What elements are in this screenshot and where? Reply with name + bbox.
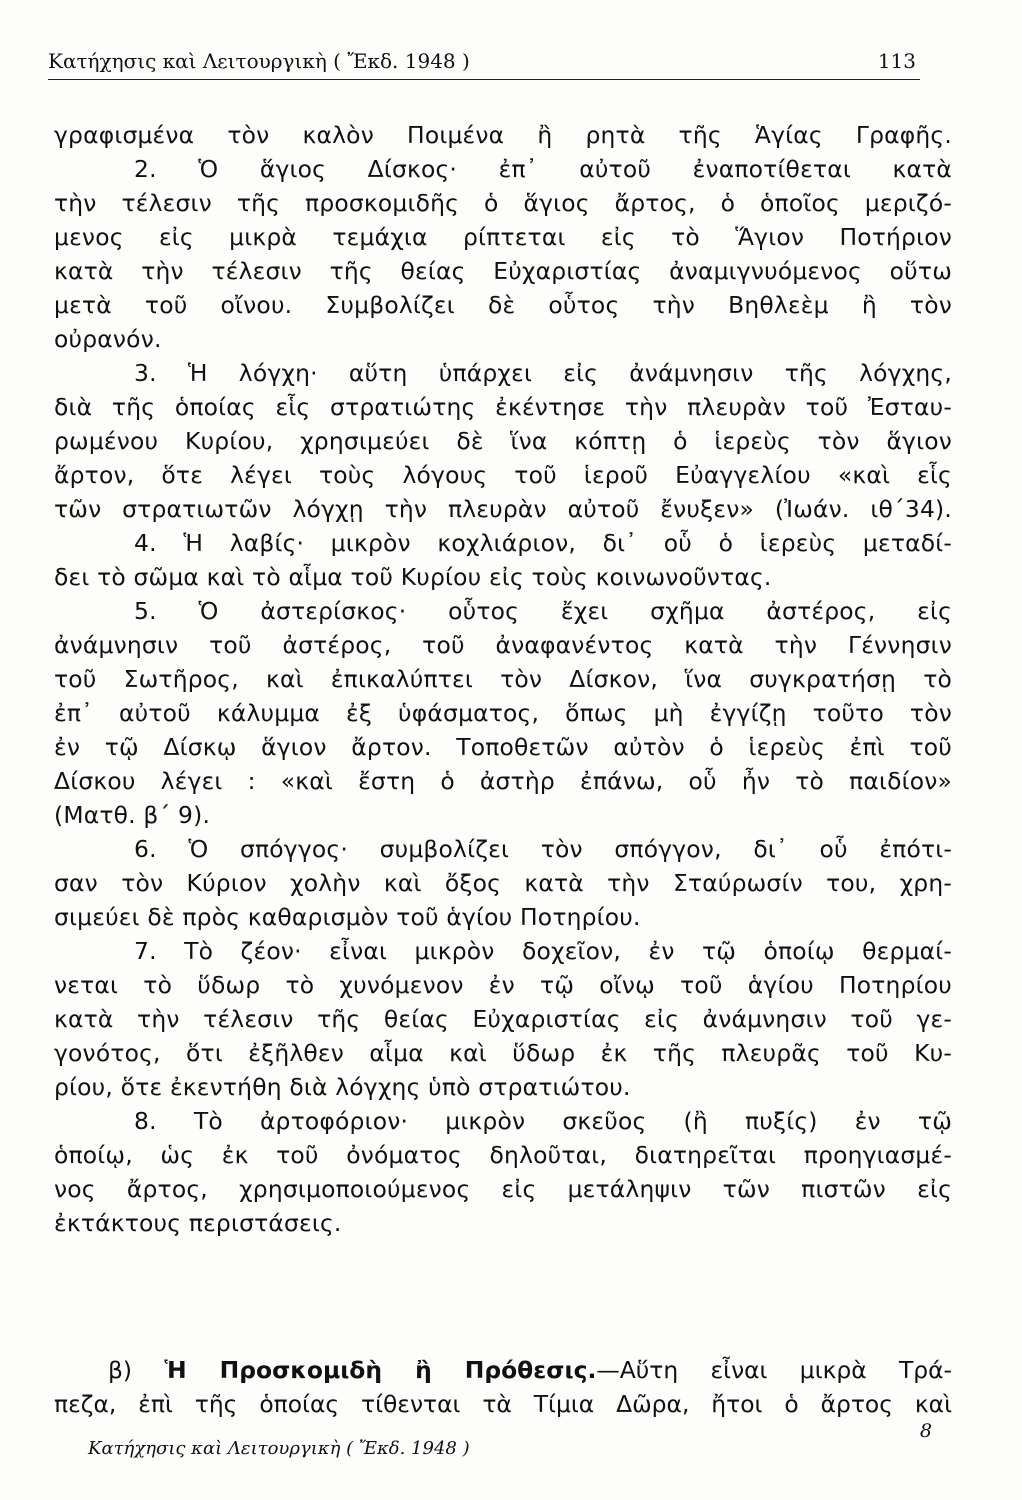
text-line: 2. Ὁ ἅγιος Δίσκος· ἐπ᾽ αὐτοῦ ἐναποτίθεται κατὰ — [134, 155, 952, 183]
text-line: (Ματθ. β´ 9). — [54, 801, 211, 829]
footer — [88, 1420, 938, 1461]
text-line: μενος εἰς μικρὰ τεμάχια ρίπτεται εἰς τὸ Ἅγιον Ποτήριον — [54, 223, 952, 251]
text-line: ἄρτον, ὅτε λέγει τοὺς λόγους τοῦ ἱεροῦ Εὐαγγελίου «καὶ εἷς — [54, 461, 952, 489]
text-line: τοῦ Σωτῆρος, καὶ ἐπικαλύπτει τὸν Δίσκον, ἵνα συγκρατήσῃ τὸ — [54, 665, 952, 693]
page-number: 113 — [877, 49, 916, 73]
section-b — [54, 1353, 952, 1421]
signature-mark: 8 — [919, 1420, 932, 1442]
text-line: κατὰ τὴν τέλεσιν τῆς θείας Εὐχαριστίας εἰς ἀνάμνησιν τοῦ γε- — [54, 1005, 952, 1033]
text-line: τῶν στρατιωτῶν λόγχῃ τὴν πλευρὰν αὐτοῦ ἔνυξεν» (Ἰωάν. ιθ´34). — [54, 495, 952, 523]
text-line: 7. Τὸ ζέον· εἶναι μικρὸν δοχεῖον, ἐν τῷ ὁποίῳ θερμαί- — [134, 937, 952, 965]
text-line: 5. Ὁ ἀστερίσκος· οὗτος ἔχει σχῆμα ἀστέρος, εἰς — [134, 597, 952, 625]
text-line: πεζα, ἐπὶ τῆς ὁποίας τίθενται τὰ Τίμια Δῶρα, ἤτοι ὁ ἄρτος καὶ — [54, 1390, 952, 1418]
text-line: σιμεύει δὲ πρὸς καθαρισμὸν τοῦ ἁγίου Ποτηρίου. — [54, 903, 641, 931]
text-line: 4. Ἡ λαβίς· μικρὸν κοχλιάριον, δι᾽ οὗ ὁ ἱερεὺς μεταδί- — [134, 529, 952, 557]
header-rule — [48, 79, 920, 80]
text-line: οὐρανόν. — [54, 325, 162, 353]
text-line: ἀνάμνησιν τοῦ ἀστέρος, τοῦ ἀναφανέντος κατὰ τὴν Γέννησιν — [54, 631, 952, 659]
text-line: Δίσκου λέγει : «καὶ ἔστη ὁ ἀστὴρ ἐπάνω, οὗ ἦν τὸ παιδίον» — [54, 767, 952, 795]
body-text — [54, 118, 952, 1240]
text-line: νεται τὸ ὕδωρ τὸ χυνόμενον ἐν τῷ οἴνῳ τοῦ ἁγίου Ποτηρίου — [54, 971, 952, 999]
section-heading: Ἡ Προσκομιδὴ ἢ Πρόθεσις. — [164, 1356, 597, 1384]
text-line: γονότος, ὅτι ἐξῆλθεν αἷμα καὶ ὕδωρ ἐκ τῆς πλευρᾶς τοῦ Κυ- — [54, 1039, 952, 1067]
section-text: —Αὕτη εἶναι μικρὰ Τρά- — [596, 1356, 952, 1384]
running-head-title: Κατήχησις καὶ Λειτουργικὴ ( Ἔκδ. 1948 ) — [48, 49, 470, 73]
section-heading-line — [108, 1353, 952, 1387]
text-line: ἐν τῷ Δίσκῳ ἅγιον ἄρτον. Τοποθετῶν αὐτὸν ὁ ἱερεὺς ἐπὶ τοῦ — [54, 733, 952, 761]
text-line: ἐκτάκτους περιστάσεις. — [54, 1209, 342, 1237]
text-line: διὰ τῆς ὁποίας εἷς στρατιώτης ἐκέντησε τὴν πλευρὰν τοῦ Ἐσταυ- — [54, 393, 952, 421]
footer-title: Κατήχησις καὶ Λειτουργικὴ ( Ἔκδ. 1948 ) — [88, 1438, 470, 1459]
section-prefix: β) — [108, 1356, 165, 1384]
text-line: ρωμένου Κυρίου, χρησιμεύει δὲ ἵνα κόπτῃ ὁ ἱερεὺς τὸν ἅγιον — [54, 427, 952, 455]
text-line: γραφισμένα τὸν καλὸν Ποιμένα ἢ ρητὰ τῆς Ἁγίας Γραφῆς. — [54, 121, 952, 149]
text-line: σαν τὸν Κύριον χολὴν καὶ ὄξος κατὰ τὴν Σταύρωσίν του, χρη- — [54, 869, 952, 897]
text-line: κατὰ τὴν τέλεσιν τῆς θείας Εὐχαριστίας ἀναμιγνυόμενος οὕτω — [54, 257, 952, 285]
text-line: ἐπ᾽ αὐτοῦ κάλυμμα ἐξ ὑφάσματος, ὅπως μὴ ἐγγίζῃ τοῦτο τὸν — [54, 699, 952, 727]
text-line: 3. Ἡ λόγχη· αὕτη ὑπάρχει εἰς ἀνάμνησιν τῆς λόγχης, — [134, 359, 952, 387]
text-line: τὴν τέλεσιν τῆς προσκομιδῆς ὁ ἅγιος ἄρτος, ὁ ὁποῖος μεριζό- — [54, 189, 952, 217]
running-head — [48, 48, 920, 74]
text-line: δει τὸ σῶμα καὶ τὸ αἷμα τοῦ Κυρίου εἰς τοὺς κοινωνοῦντας. — [54, 563, 772, 591]
text-line: μετὰ τοῦ οἴνου. Συμβολίζει δὲ οὗτος τὴν Βηθλεὲμ ἢ τὸν — [54, 291, 952, 319]
text-line: νος ἄρτος, χρησιμοποιούμενος εἰς μετάληψιν τῶν πιστῶν εἰς — [54, 1175, 952, 1203]
text-line: ὁποίῳ, ὡς ἐκ τοῦ ὀνόματος δηλοῦται, διατηρεῖται προηγιασμέ- — [54, 1141, 952, 1169]
text-line: 6. Ὁ σπόγγος· συμβολίζει τὸν σπόγγον, δι᾽ οὗ ἐπότι- — [134, 835, 952, 863]
text-line: ρίου, ὅτε ἐκεντήθη διὰ λόγχης ὑπὸ στρατιώτου. — [54, 1073, 631, 1101]
text-line: 8. Τὸ ἀρτοφόριον· μικρὸν σκεῦος (ἢ πυξίς) ἐν τῷ — [134, 1107, 952, 1135]
